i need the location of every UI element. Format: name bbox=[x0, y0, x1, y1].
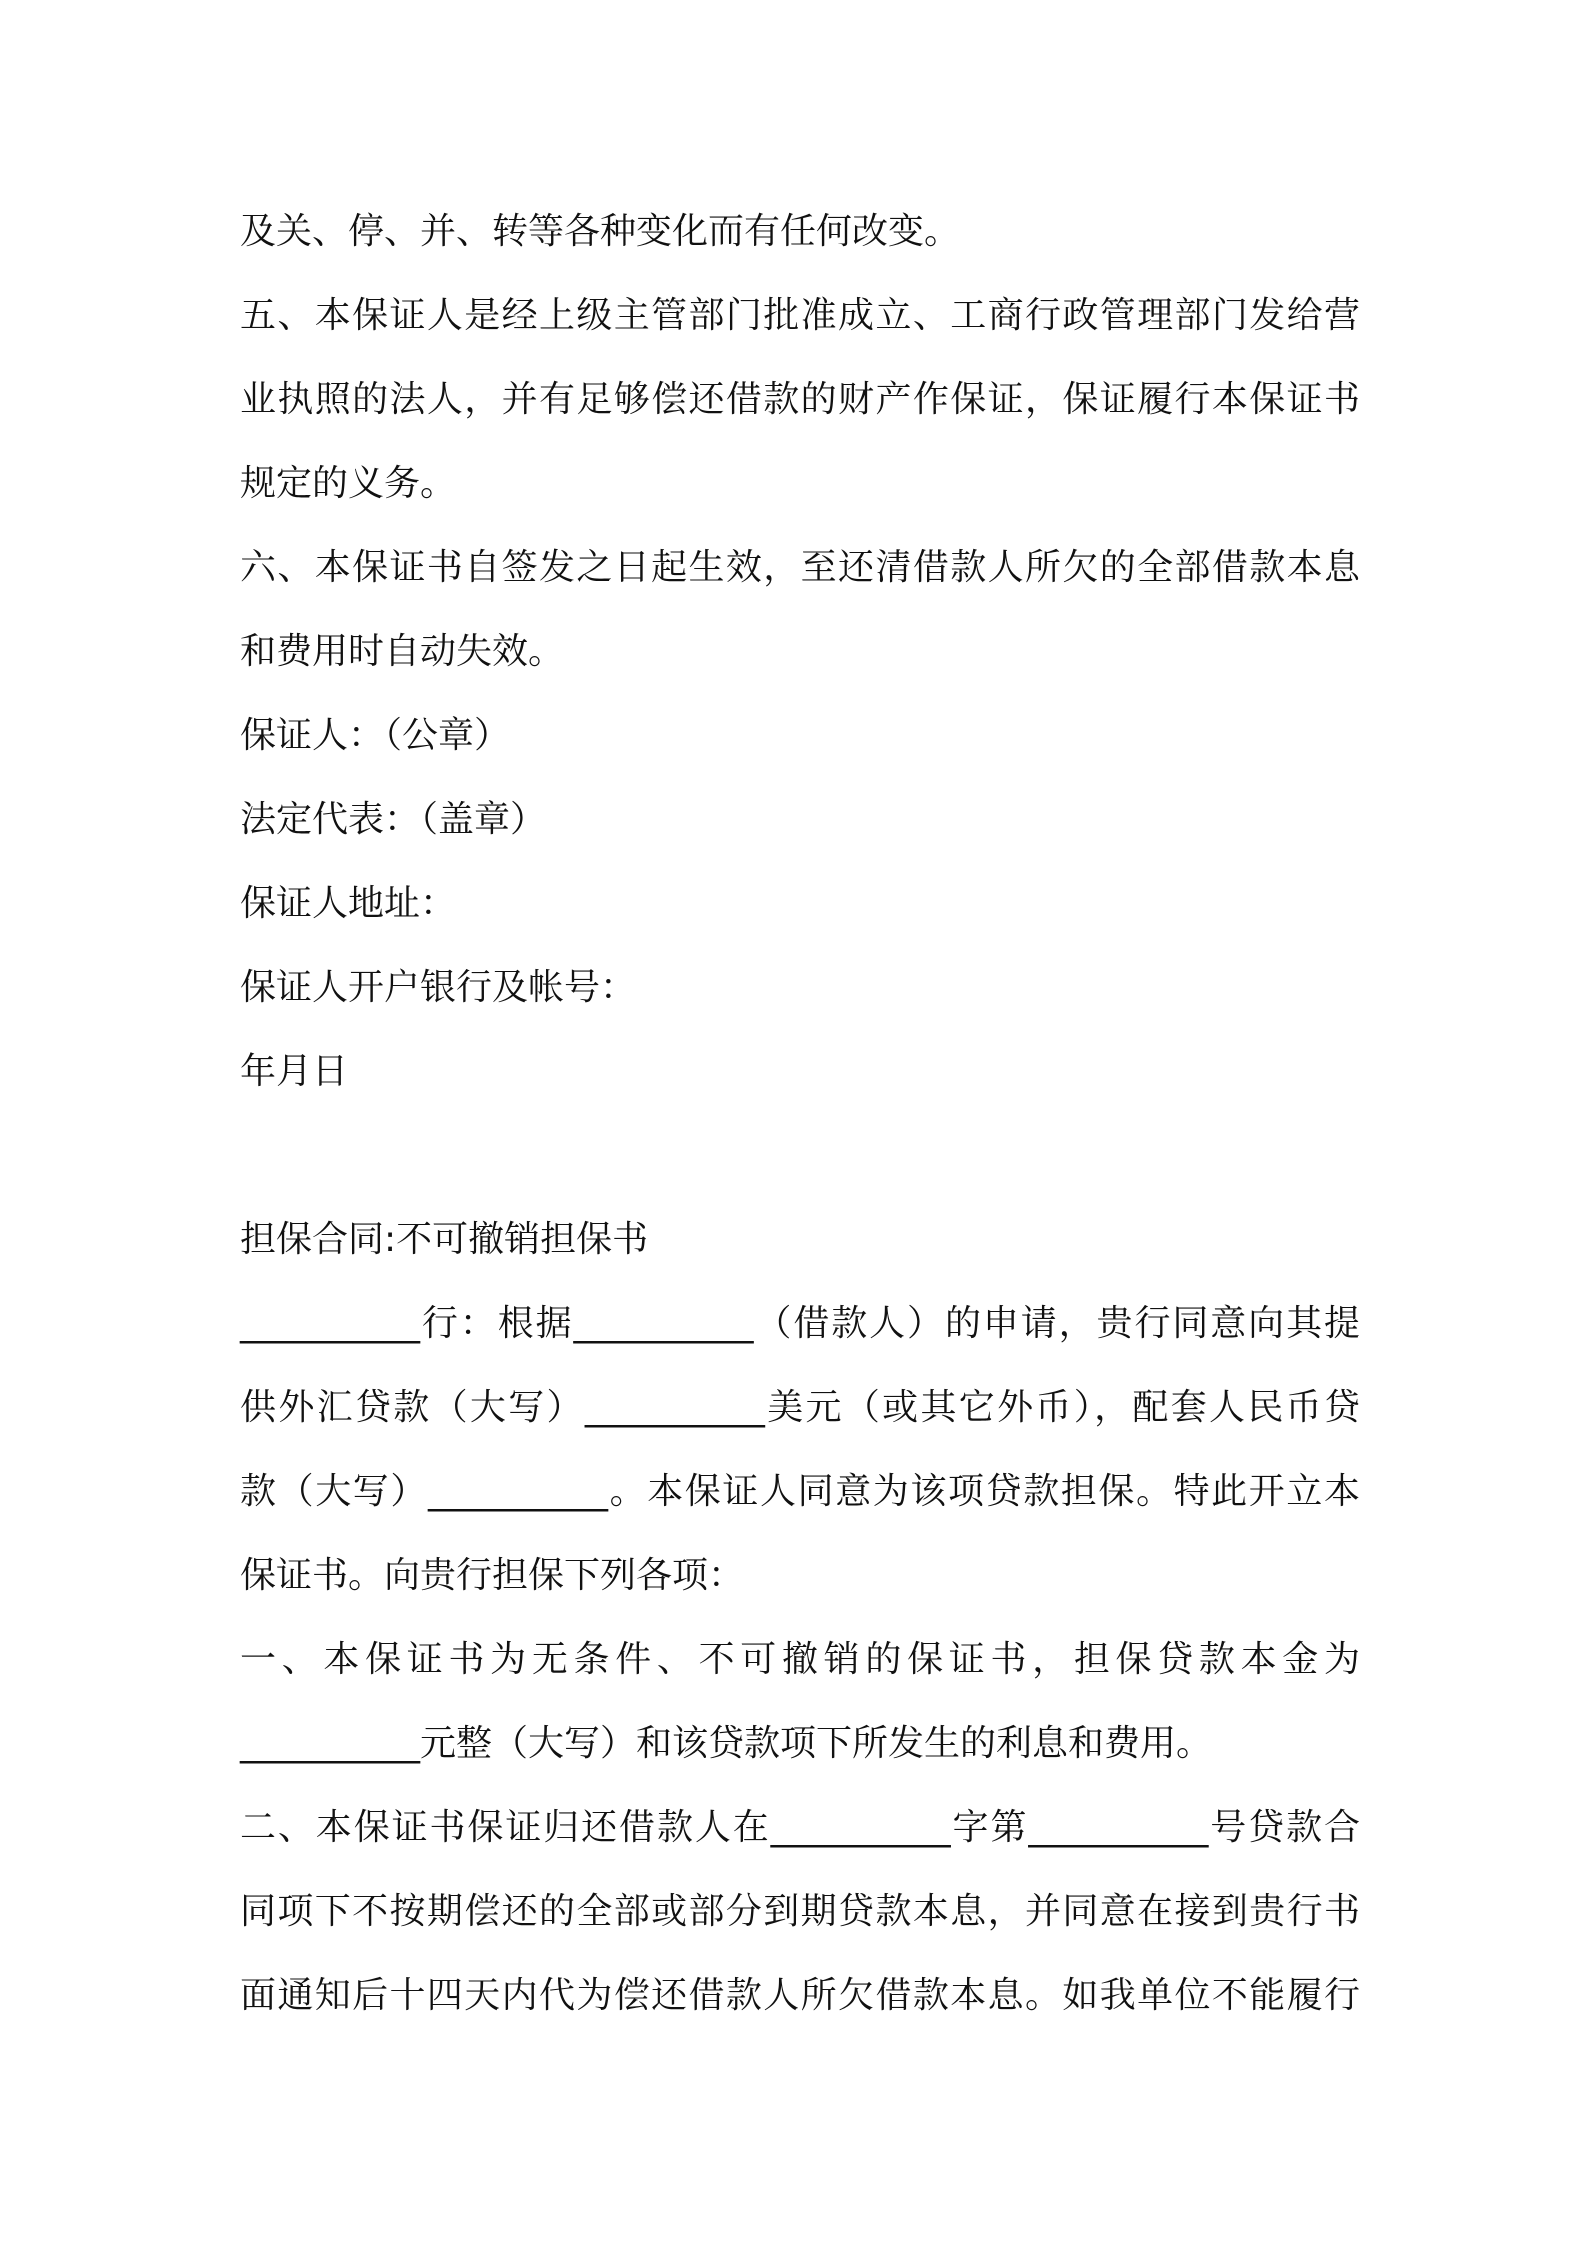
text-line: 规定的义务。 bbox=[240, 463, 457, 504]
text-line: 和费用时自动失效。 bbox=[240, 631, 565, 672]
signature-field-legal-rep: 法定代表：（盖章） bbox=[240, 799, 547, 840]
field-date: 年月日 bbox=[240, 1051, 349, 1092]
text-line: 一、本保证书为无条件、不可撤销的保证书，担保贷款本金为 bbox=[240, 1639, 1360, 1680]
signature-field-guarantor: 保证人：（公章） bbox=[240, 715, 511, 756]
text-line: 面通知后十四天内代为偿还借款人所欠借款本息。如我单位不能履行 bbox=[240, 1975, 1360, 2016]
field-bank-account: 保证人开户银行及帐号： bbox=[240, 967, 637, 1008]
text-line: __________行：根据__________（借款人）的申请，贵行同意向其提 bbox=[240, 1303, 1360, 1344]
text-line: 六、本保证书自签发之日起生效，至还清借款人所欠的全部借款本息 bbox=[240, 547, 1360, 588]
text-line: 同项下不按期偿还的全部或部分到期贷款本息，并同意在接到贵行书 bbox=[240, 1891, 1360, 1932]
text-line: 及关、停、并、转等各种变化而有任何改变。 bbox=[240, 211, 961, 252]
text-line: 五、本保证人是经上级主管部门批准成立、工商行政管理部门发给营 bbox=[240, 295, 1360, 336]
field-guarantor-address: 保证人地址： bbox=[240, 883, 457, 924]
text-line: __________元整（大写）和该贷款项下所发生的利息和费用。 bbox=[240, 1723, 1213, 1764]
text-line: 款（大写）__________。本保证人同意为该项贷款担保。特此开立本 bbox=[240, 1471, 1360, 1512]
text-line: 二、本保证书保证归还借款人在__________字第__________号贷款合 bbox=[240, 1807, 1360, 1848]
section-title: 担保合同:不可撤销担保书 bbox=[240, 1219, 649, 1260]
text-line: 保证书。向贵行担保下列各项： bbox=[240, 1555, 745, 1596]
text-line: 业执照的法人，并有足够偿还借款的财产作保证，保证履行本保证书 bbox=[240, 379, 1360, 420]
text-line: 供外汇贷款（大写）__________美元（或其它外币），配套人民币贷 bbox=[240, 1387, 1360, 1428]
